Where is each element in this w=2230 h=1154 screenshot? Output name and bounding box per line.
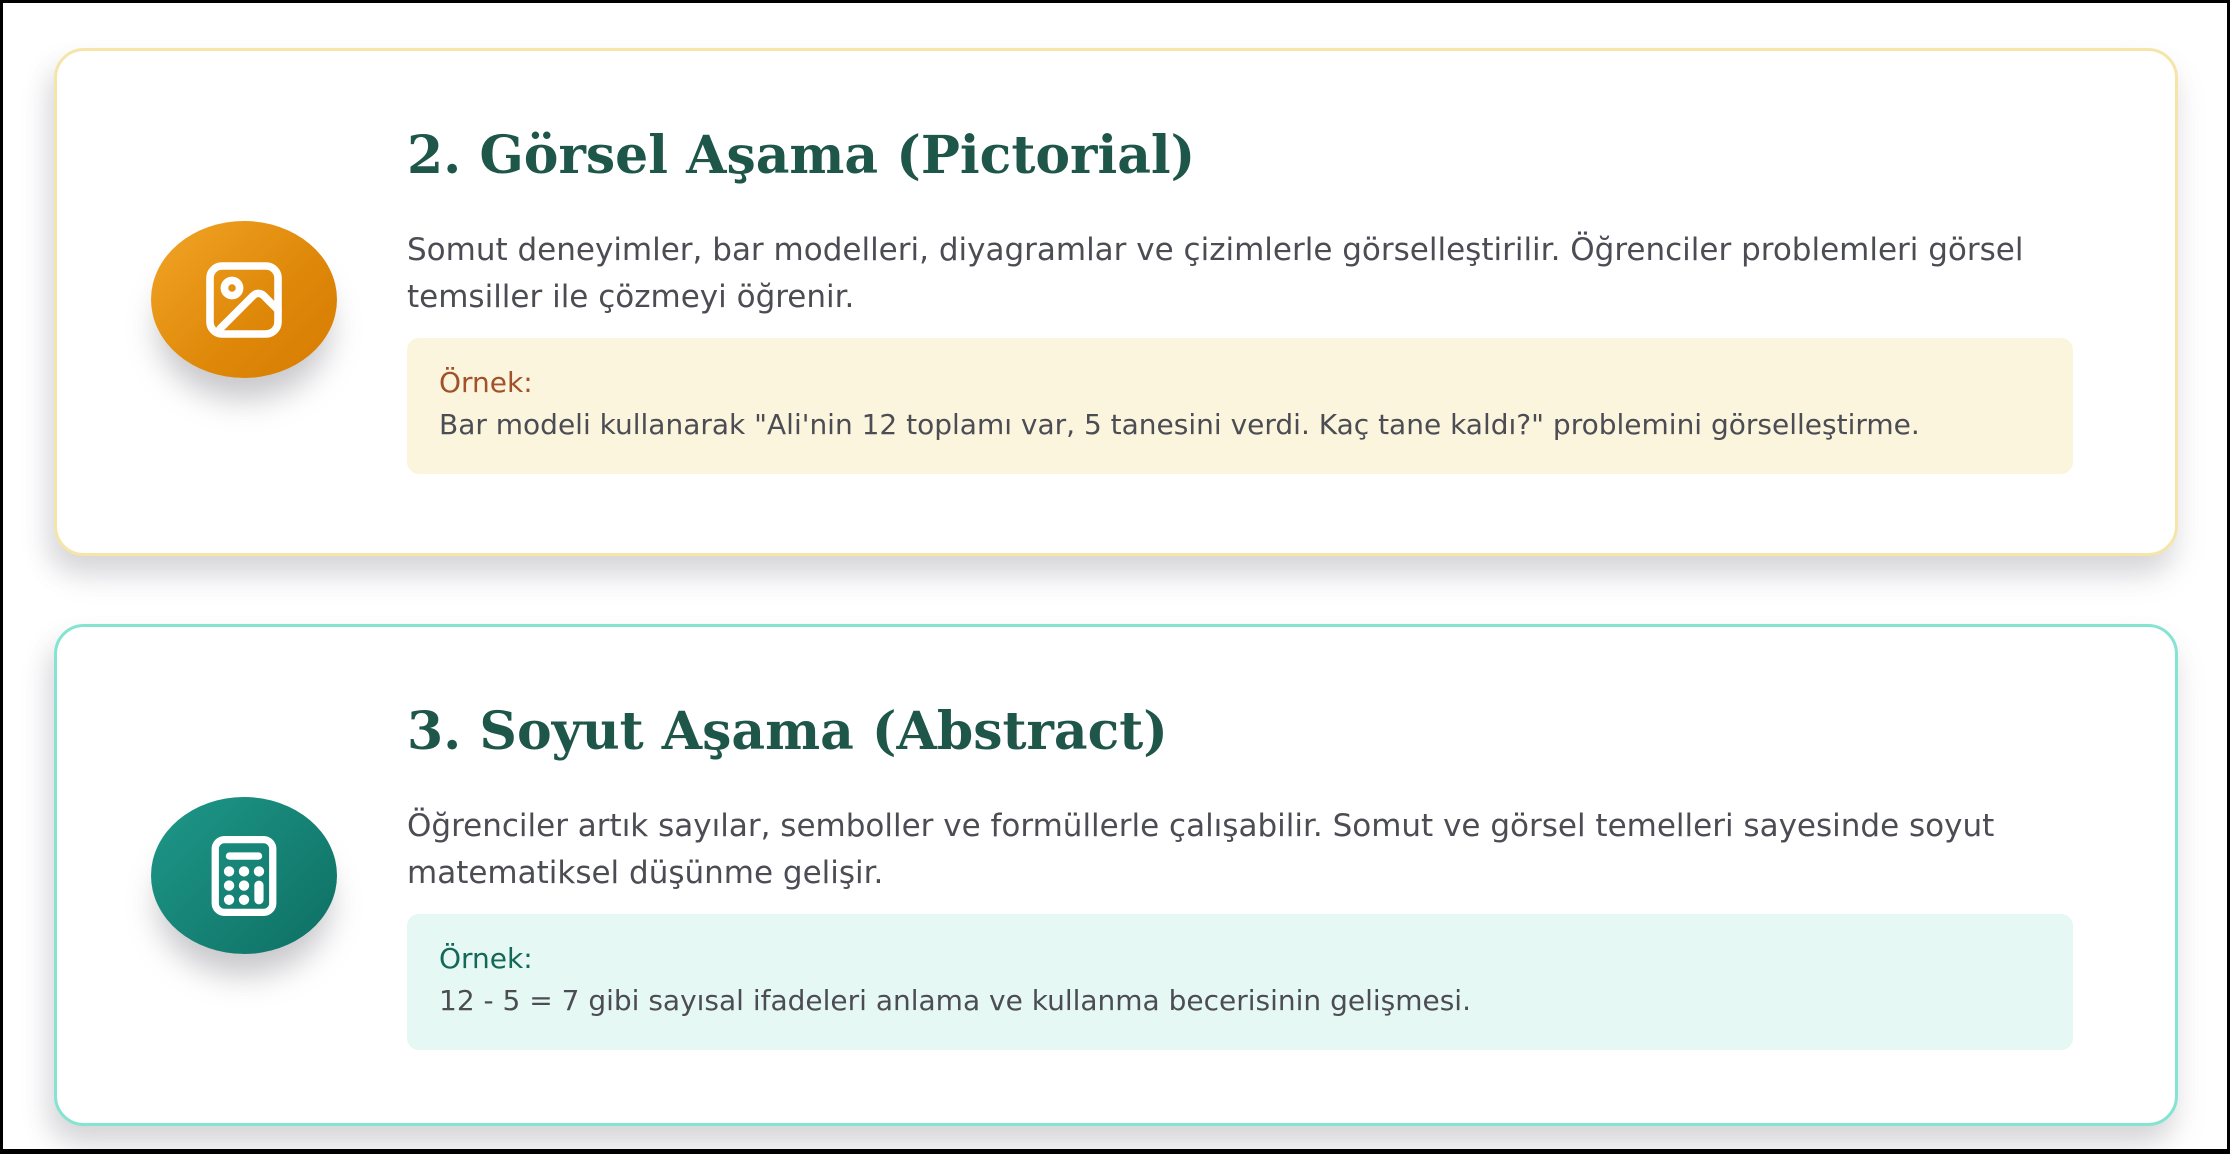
card-pictorial-stage — [54, 48, 2178, 556]
abstract-description: Öğrenciler artık sayılar, semboller ve formüllerle çalışabilir. Somut ve görsel temelleri sayesinde soyut matematiksel düşünme gelişir. — [407, 808, 1995, 891]
pictorial-example-label: Örnek: — [439, 366, 533, 400]
abstract-content — [407, 701, 2073, 1050]
calculator-icon — [198, 830, 290, 922]
abstract-example-text: 12 - 5 = 7 gibi sayısal ifadeleri anlama ve kullanma becerisinin gelişmesi. — [439, 984, 1471, 1018]
abstract-icon-bubble — [151, 797, 337, 954]
card-abstract-stage — [54, 624, 2178, 1126]
pictorial-example-box — [407, 338, 2073, 474]
pictorial-icon-bubble — [151, 221, 337, 378]
pictorial-description: Somut deneyimler, bar modelleri, diyagramlar ve çizimlerle görselleştirilir. Öğrenciler problemleri görsel temsiller ile çözmeyi öğrenir. — [407, 232, 2024, 315]
pictorial-title: 2. Görsel Aşama (Pictorial) — [407, 125, 1196, 186]
abstract-example-box — [407, 914, 2073, 1050]
pictorial-example-text: Bar modeli kullanarak "Ali'nin 12 toplamı var, 5 tanesini verdi. Kaç tane kaldı?" problemini görselleştirme. — [439, 408, 1920, 442]
pictorial-content — [407, 125, 2073, 474]
image-icon — [196, 252, 292, 348]
abstract-example-label: Örnek: — [439, 942, 533, 976]
abstract-title: 3. Soyut Aşama (Abstract) — [407, 701, 1168, 762]
